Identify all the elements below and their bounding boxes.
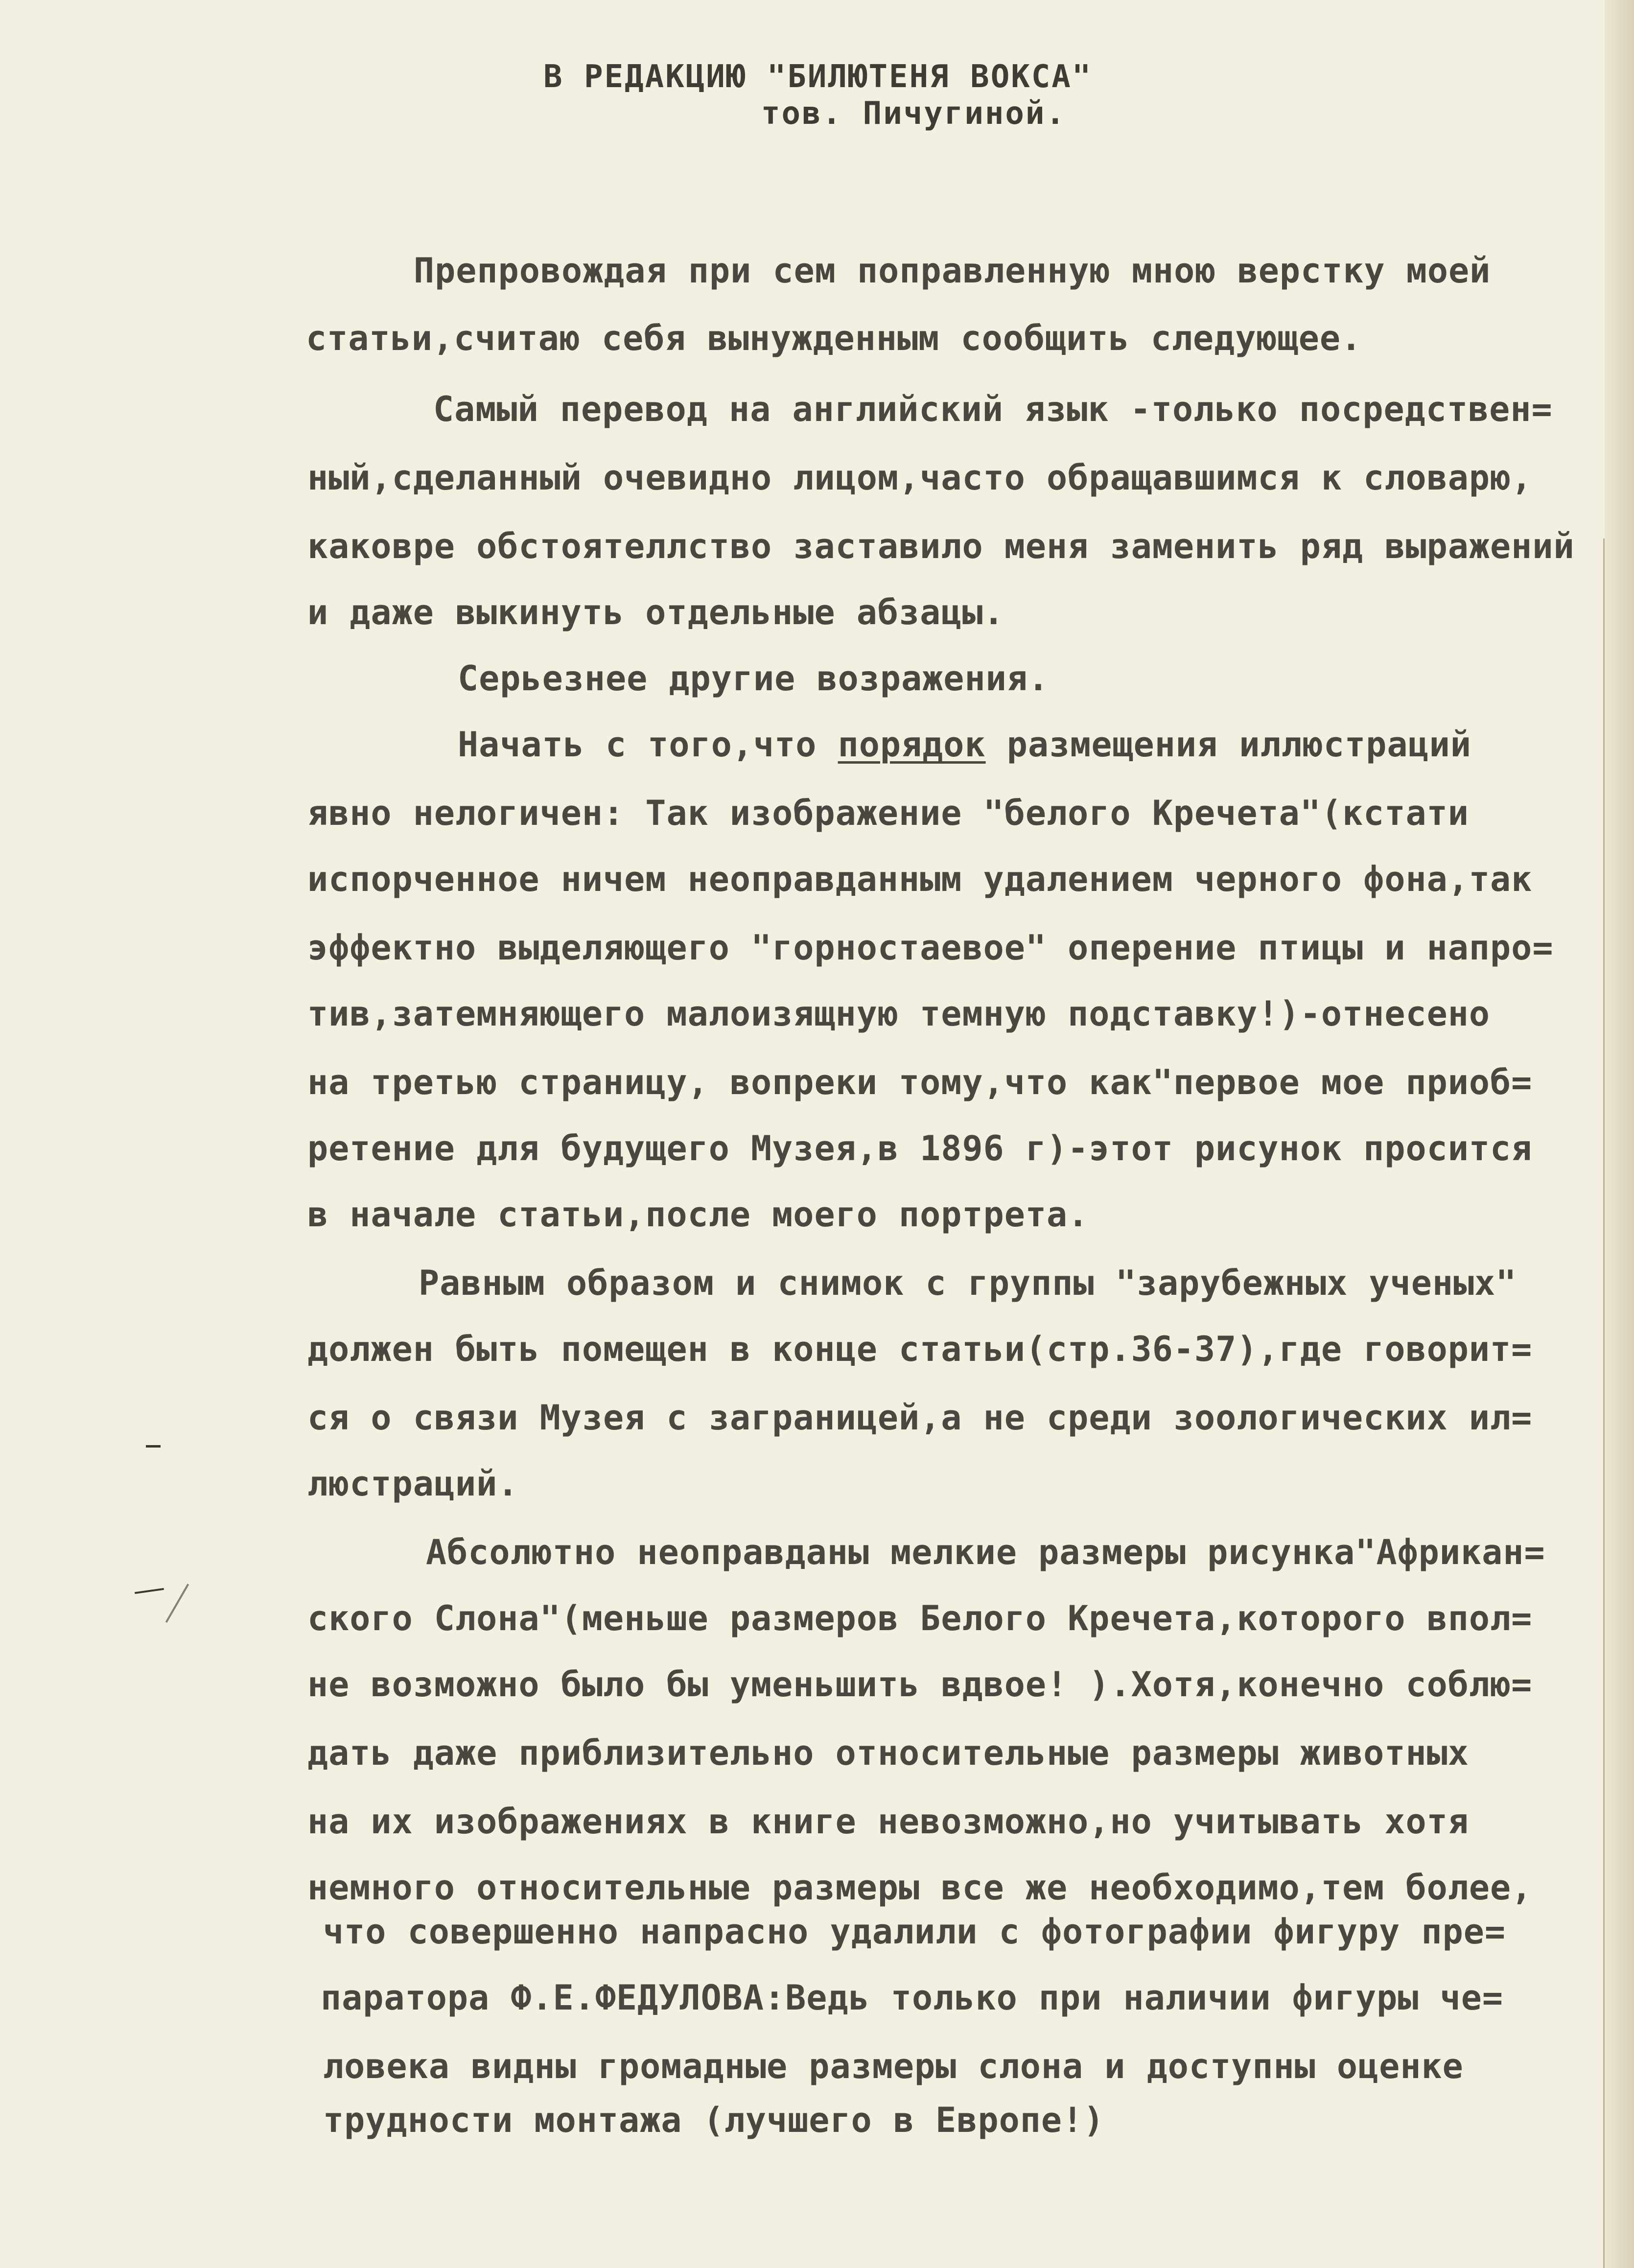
text-line: люстраций. — [307, 1464, 519, 1504]
text-line: в начале статьи,после моего портрета. — [307, 1194, 1089, 1235]
text-line: тив,затемняющего малоизящную темную подставку!)-отнесено — [307, 994, 1491, 1034]
text-line: испорченное ничем неоправданным удалением черного фона,так — [307, 859, 1533, 899]
paper-fold-line — [1603, 538, 1605, 2268]
text-line: каковре обстоятеллство заставило меня заменить ряд выражений — [307, 526, 1575, 566]
text-line: трудности монтажа (лучшего в Европе!) — [323, 2100, 1105, 2140]
margin-mark — [146, 1445, 161, 1448]
margin-mark — [135, 1588, 164, 1594]
text-line: Равным образом и снимок с группы "зарубежных ученых" — [419, 1263, 1517, 1303]
text-line: что совершенно напрасно удалили с фотографии фигуру пре= — [323, 1912, 1506, 1952]
text-line: паратора Ф.Е.ФЕДУЛОВА:Ведь только при наличии фигуры че= — [321, 1978, 1504, 2018]
text-line: Абсолютно неоправданы мелкие размеры рисунка"Африкан= — [426, 1532, 1545, 1572]
text-line: явно нелогичен: Так изображение "белого Кречета"(кстати — [307, 793, 1469, 833]
text-line: ского Слона"(меньше размеров Белого Кречета,которого впол= — [307, 1598, 1533, 1638]
text-line — [458, 725, 1471, 765]
text-line: на третью страницу, вопреки тому,что как"первое мое приоб= — [307, 1062, 1533, 1102]
text-line: ный,сделанный очевидно лицом,часто обращавшимся к словарю, — [307, 458, 1533, 498]
text-segment: размещения иллюстраций — [985, 725, 1471, 765]
text-line: ретение для будущего Музея,в 1896 г)-этот рисунок просится — [307, 1128, 1533, 1169]
text-line: должен быть помещен в конце статьи(стр.36-37),где говорит= — [307, 1329, 1533, 1369]
text-line: на их изображениях в книге невозможно,но учитывать хотя — [307, 1801, 1469, 1842]
text-line: не возможно было бы уменьшить вдвое! ).Хотя,конечно соблю= — [307, 1664, 1533, 1705]
paper-edge — [1605, 0, 1634, 2268]
text-line: дать даже приблизительно относительные размеры животных — [307, 1733, 1469, 1773]
addressee-heading: В РЕДАКЦИЮ "БИЛЮТЕНЯ ВОКСА" — [543, 59, 1093, 95]
text-line: Самый перевод на английский язык -только посредствен= — [433, 389, 1553, 429]
text-segment: Начать с того,что — [458, 725, 838, 765]
text-line: и даже выкинуть отдельные абзацы. — [307, 592, 1004, 632]
text-line: статьи,считаю себя вынужденным сообщить следующее. — [306, 318, 1362, 358]
text-line: ловека видны громадные размеры слона и доступны оценке — [323, 2046, 1464, 2086]
text-line: эффектно выделяющего "горностаевое" оперение птицы и напро= — [307, 928, 1554, 968]
margin-mark — [165, 1584, 189, 1623]
text-line: ся о связи Музея с заграницей,а не среди зоологических ил= — [307, 1398, 1533, 1438]
text-line: немного относительные размеры все же необходимо,тем более, — [307, 1868, 1533, 1908]
addressee-name: тов. Пичугиной. — [761, 95, 1066, 132]
text-line: Серьезнее другие возражения. — [458, 658, 1050, 699]
text-line: Препровождая при сем поправленную мною верстку моей — [414, 251, 1491, 291]
underlined-word: порядок — [838, 725, 986, 765]
